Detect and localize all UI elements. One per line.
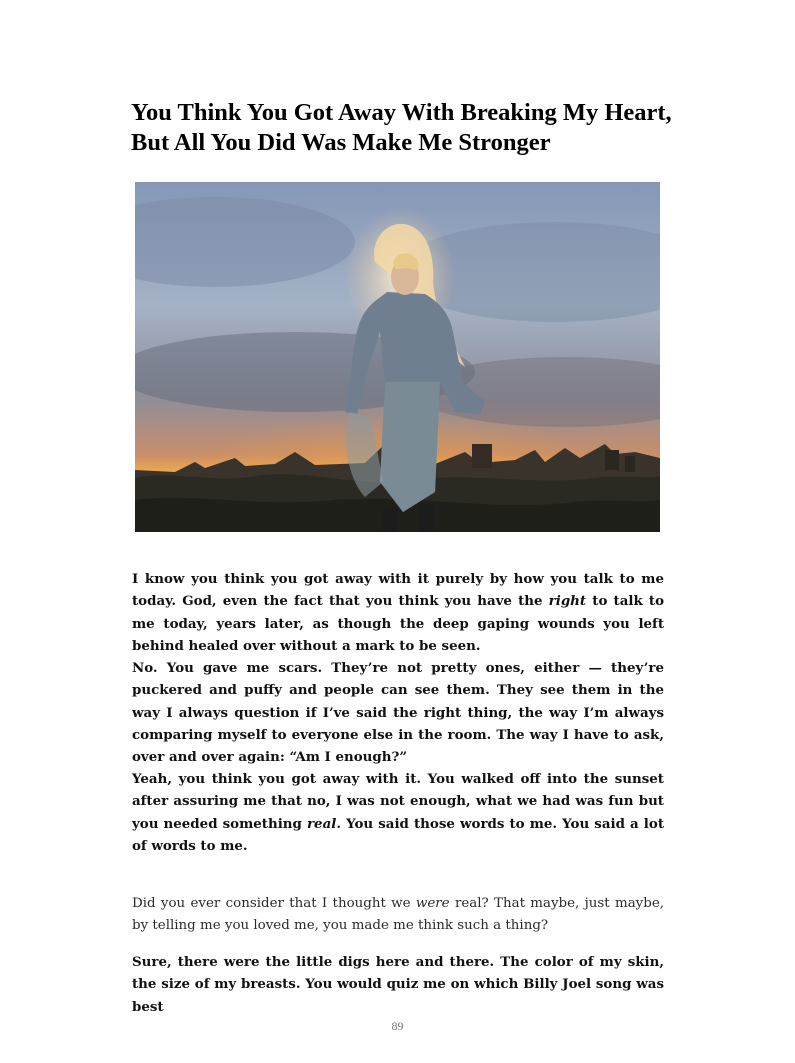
paragraph-3-text-after: You said those words to me. You said a lot of words to me. bbox=[132, 815, 664, 854]
body-paragraph-1 bbox=[132, 568, 664, 657]
page-number: 89 bbox=[391, 1019, 404, 1033]
body-paragraph-3 bbox=[132, 768, 664, 857]
emphasis-real: real. bbox=[307, 815, 341, 832]
paragraph-3-text-before: Yeah, you think you got away with it. You walked off into the sunset after assuring me that no, I was not enough, what we had was fun but you needed something bbox=[132, 771, 664, 832]
paragraph-4-text-before: Did you ever consider that I thought we bbox=[132, 896, 416, 911]
article-title: You Think You Got Away With Breaking My Heart, But All You Did Was Make Me Stronger bbox=[131, 99, 672, 156]
body-paragraph-5: Sure, there were the little digs here and there. The color of my skin, the size of my breasts. You would quiz me on which Billy Joel song was best bbox=[132, 954, 664, 1015]
sunset-portrait-photo bbox=[135, 182, 660, 532]
paragraph-4-text-after: real? That maybe, just maybe, by telling me you loved me, you made me think such a thing? bbox=[132, 896, 664, 934]
emphasis-were: were bbox=[415, 896, 450, 911]
paragraph-1-text-after: to talk to me today, years later, as though the deep gaping wounds you left behind healed over without a mark to be seen. bbox=[132, 593, 665, 654]
paragraph-1-text-before: I know you think you got away with it purely by how you talk to me today. God, even the fact that you think you have the bbox=[132, 571, 664, 610]
body-paragraph-2: No. You gave me scars. They’re not pretty ones, either — they’re puckered and puffy and people can see them. They see them in the way I always question if I’ve said the right thing, the way I’m always comparing myself to everyone else in the room. The way I have to ask, over and over again: “Am I enough?” bbox=[132, 660, 664, 766]
emphasis-right: right bbox=[548, 593, 587, 610]
body-paragraph-4 bbox=[132, 893, 664, 938]
